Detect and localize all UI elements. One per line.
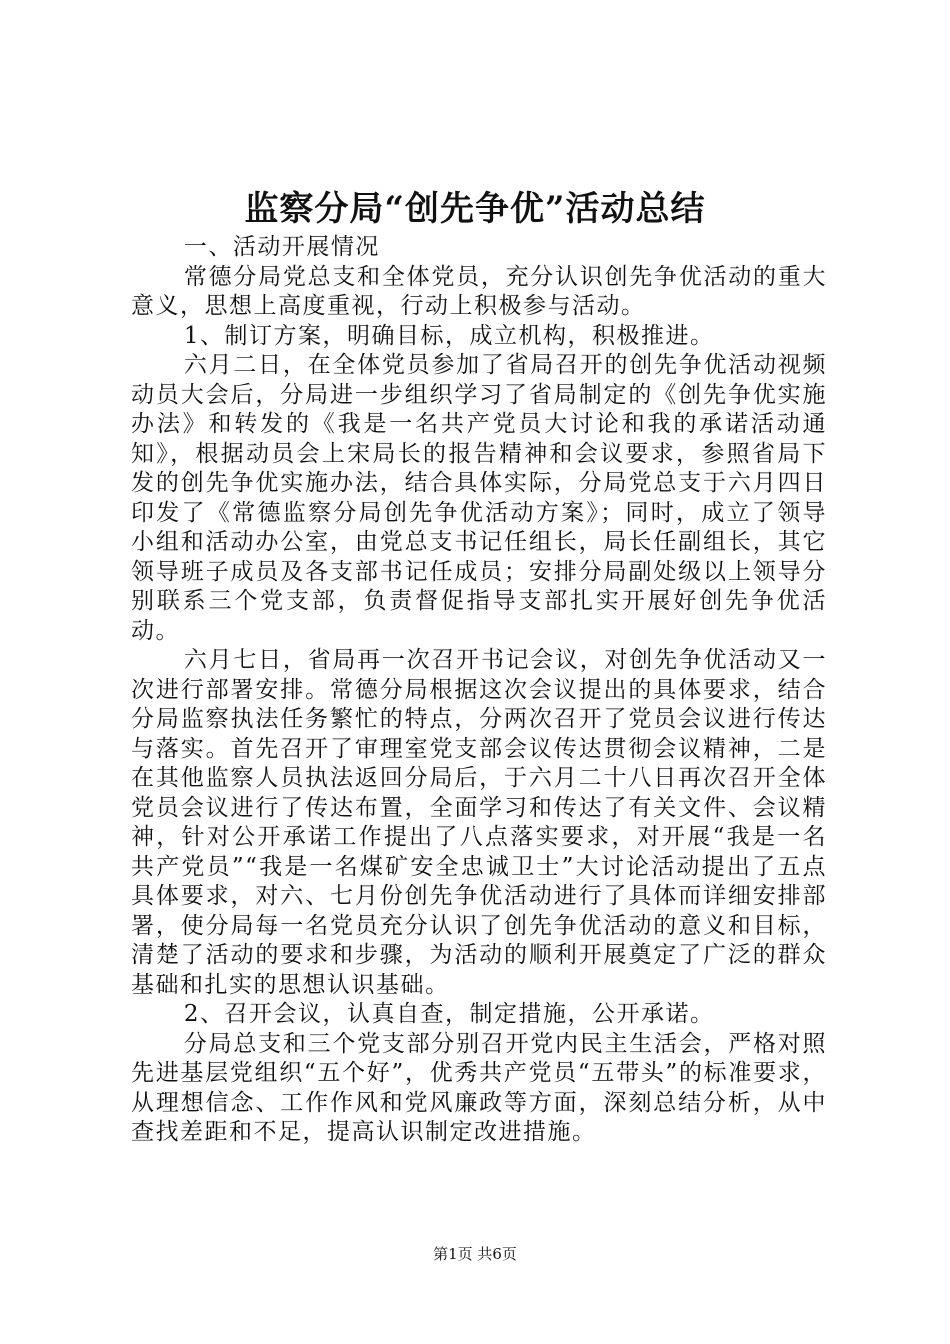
paragraph: 常德分局党总支和全体党员，充分认识创先争优活动的重大意义，思想上高度重视，行动上积极参与活动。 bbox=[131, 263, 827, 319]
paragraph: 六月二日，在全体党员参加了省局召开的创先争优活动视频动员大会后，分局进一步组织学习了省局制定的《创先争优实施办法》和转发的《我是一名共产党员大讨论和我的承诺活动通知》，根据动员会上宋局长的报告精神和会议要求，参照省局下发的创先争优实施办法，结合具体实际，分局党总支于六月四日印发了《常德监察分局创先争优活动方案》；同时，成立了领导小组和活动办公室，由党总支书记任组长，局长任副组长，其它领导班子成员及各支部书记任成员；安排分局副处级以上领导分别联系三个党支部，负责督促指导支部扎实开展好创先争优活动。 bbox=[131, 352, 827, 644]
paragraph: 分局总支和三个党支部分别召开党内民主生活会，严格对照先进基层党组织“五个好”，优秀共产党员“五带头”的标准要求，从理想信念、工作作风和党风廉政等方面，深刻总结分析，从中查找差距和不足，提高认识制定改进措施。 bbox=[131, 1030, 827, 1145]
page-footer: 第1页 共6页 bbox=[433, 1245, 517, 1263]
section-heading: 一、活动开展情况 bbox=[183, 234, 380, 260]
paragraph: 六月七日，省局再一次召开书记会议，对创先争优活动又一次进行部署安排。常德分局根据这次会议提出的具体要求，结合分局监察执法任务繁忙的特点，分两次召开了党员会议进行传达与落实。首先召开了审理室党支部会议传达贯彻会议精神，二是在其他监察人员执法返回分局后，于六月二十八日再次召开全体党员会议进行了传达布置，全面学习和传达了有关文件、会议精神，针对公开承诺工作提出了八点落实要求，对开展“我是一名共产党员”“我是一名煤矿安全忠诚卫士”大讨论活动提出了五点具体要求，对六、七月份创先争优活动进行了具体而详细安排部署，使分局每一名党员充分认识了创先争优活动的意义和目标，清楚了活动的要求和步骤，为活动的顺利开展奠定了广泛的群众基础和扎实的思想认识基础。 bbox=[131, 647, 827, 998]
subsection-heading: 1、制订方案，明确目标，成立机构，积极推进。 bbox=[183, 322, 715, 349]
document-body bbox=[131, 233, 827, 1148]
document-title: 监察分局“创先争优”活动总结 bbox=[244, 189, 706, 229]
subsection-heading: 2、召开会议，认真自查，制定措施，公开承诺。 bbox=[183, 1001, 715, 1027]
